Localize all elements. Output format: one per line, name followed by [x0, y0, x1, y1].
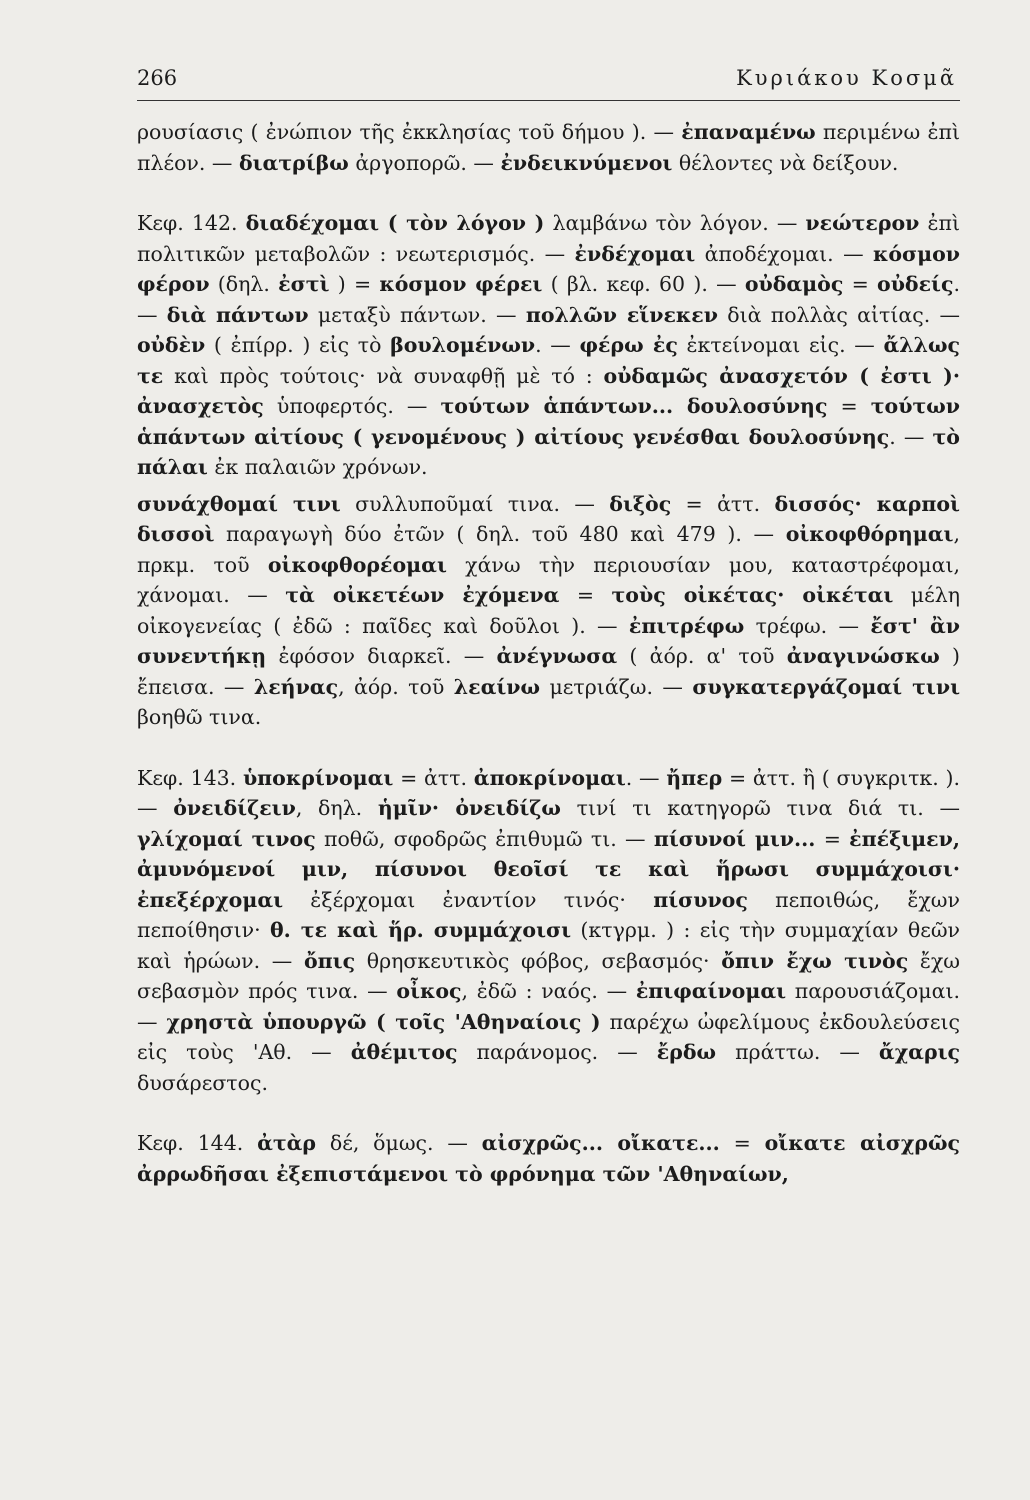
page-header: [137, 66, 957, 98]
headword: τούτων ἁπάντων αἰτίους ( γενομένους ) αἰτίους γενέσθαι δουλοσύνης: [137, 394, 960, 449]
gloss-text: πράττω. —: [716, 1040, 879, 1064]
gloss-text: καὶ πρὸς τούτοις· νὰ συναφθῇ μὲ τό :: [163, 363, 604, 388]
headword: ἐπέξιμεν, ἀμυνόμενοί μιν, πίσυνοι θεοῖσί τε καὶ ἥρωσι συμμάχοισι· ἐπεξέρχομαι: [137, 826, 960, 912]
headword: ἤπερ: [666, 765, 723, 790]
paragraph-chapter-143: [137, 763, 960, 1099]
gloss-text: δέ, ὅμως. —: [316, 1131, 482, 1155]
gloss-text: , πρκμ. τοῦ: [137, 522, 960, 577]
headword: ἐπιφαίνομαι: [635, 979, 787, 1003]
headword: ἀτὰρ: [257, 1131, 317, 1155]
headword: ἐνδέχομαι: [574, 241, 696, 266]
headword: πίσυνος: [653, 887, 748, 912]
headword: ὄπιν ἔχω τινὸς: [721, 948, 909, 973]
gloss-text: ( βλ. κεφ. 60 ). —: [542, 272, 745, 296]
paragraph-chapter-142: [137, 208, 960, 483]
headword: χρηστὰ ὑπουργῶ ( τοῖς 'Αθηναίοις ): [166, 1009, 601, 1034]
gloss-text: ἐκτείνομαι εἰς. —: [677, 333, 884, 357]
headword: τὰ οἰκετέων ἐχόμενα: [285, 583, 560, 607]
headword: ἀνέγνωσα: [496, 644, 618, 668]
headword: λεαίνω: [453, 674, 541, 699]
page-number: 266: [137, 66, 178, 90]
gloss-text: διὰ πολλὰς αἰτίας. —: [717, 302, 960, 327]
headword: τοὺς οἰκέτας· οἰκέται: [611, 583, 894, 607]
headword: αἰσχρῶς... οἴκατε...: [481, 1131, 720, 1155]
headword: θ. τε καὶ ἥρ. συμμάχοισι: [269, 918, 572, 942]
gloss-text: βοηθῶ τινα.: [137, 705, 262, 729]
headword: ἐπαναμένω: [681, 120, 816, 144]
headword: πίσυνοί μιν...: [653, 826, 816, 851]
gloss-text: συλλυποῦμαί τινα. —: [340, 491, 610, 516]
gloss-text: = ἀττ. ἢ ( συγκριτκ. ). —: [137, 765, 960, 820]
gloss-text: ἐξέρχομαι ἐναντίον τινός·: [283, 887, 654, 912]
headword: ἀποκρίνομαι: [473, 765, 626, 790]
headword: ἔρδω: [656, 1040, 717, 1064]
running-title: Κυριάκου Κοσμᾶ: [736, 66, 957, 90]
gloss-text: λαμβάνω τὸν λόγον. —: [544, 211, 806, 235]
gloss-text: =: [559, 583, 612, 607]
gloss-text: Κεφ. 142.: [137, 211, 246, 235]
headword: βουλομένων: [390, 333, 536, 357]
headword: ἔστ' ἂν συνεντήκῃ: [137, 613, 960, 668]
gloss-text: =: [827, 394, 871, 418]
gloss-text: , ἀόρ. τοῦ: [338, 674, 454, 699]
headword: οὐδὲν: [137, 333, 206, 357]
headword: φέρω ἐς: [579, 333, 678, 357]
headword: νεώτερον: [805, 211, 920, 235]
headword: κόσμον φέρει: [379, 272, 543, 296]
gloss-text: ἐπὶ πολιτικῶν μεταβολῶν : νεωτερισμός. —: [137, 211, 961, 266]
gloss-text: ὑποφερτός. —: [263, 394, 441, 418]
gloss-text: =: [815, 826, 850, 851]
gloss-text: ἀργοπορῶ. —: [348, 150, 501, 175]
headword: πολλῶν εἵνεκεν: [525, 302, 718, 327]
headword: οἰκοφθόρημαι: [785, 522, 954, 546]
gloss-text: ποθῶ, σφοδρῶς ἐπιθυμῶ τι. —: [315, 826, 654, 851]
headword: δισσός· καρποὶ δισσοὶ: [137, 491, 960, 546]
headword: συγκατεργάζομαί τινι: [692, 674, 960, 699]
gloss-text: μετριάζω. —: [540, 674, 693, 699]
gloss-text: παράνομος. —: [457, 1040, 657, 1064]
headword: ἐστὶ: [278, 272, 330, 296]
gloss-text: ρουσίασις ( ἐνώπιον τῆς ἐκκλησίας τοῦ δήμου ). —: [137, 120, 682, 144]
commentary-body: [137, 117, 960, 1189]
headword: ἀθέμιτος: [350, 1040, 458, 1064]
gloss-text: . —: [889, 424, 933, 449]
gloss-text: παρουσιάζομαι. —: [137, 979, 960, 1034]
gloss-text: . —: [625, 765, 667, 790]
header-rule: [137, 100, 960, 101]
gloss-text: θέλοντες νὰ δείξουν.: [672, 150, 899, 175]
headword: οἰκοφθορέομαι: [267, 552, 447, 577]
headword: ἀναγινώσκω: [786, 644, 940, 668]
gloss-text: = ἀττ.: [671, 491, 775, 516]
headword: διαδέχομαι ( τὸν λόγον ): [245, 211, 545, 235]
headword: τούτων ἁπάντων... δουλοσύνης: [440, 394, 828, 418]
gloss-text: ) ἔπεισα. —: [137, 644, 960, 699]
gloss-text: τινί τι κατηγορῶ τινα διά τι. —: [560, 796, 960, 820]
headword: διὰ πάντων: [166, 302, 309, 327]
gloss-text: = ἀττ.: [393, 765, 474, 790]
headword: ἐπιτρέφω: [628, 613, 745, 638]
gloss-text: παρέχω ὠφελίμους ἐκδουλεύσεις εἰς τοὺς 'Αθ. —: [137, 1009, 960, 1064]
gloss-text: =: [843, 272, 878, 296]
paragraph-continuation: [137, 117, 960, 178]
gloss-text: Κεφ. 143.: [137, 765, 243, 790]
headword: διξὸς: [609, 491, 672, 516]
gloss-text: ἀποδέχομαι. —: [695, 241, 873, 266]
gloss-text: θρησκευτικὸς φόβος, σεβασμός·: [355, 948, 722, 973]
headword: ἄλλως τε: [137, 333, 960, 388]
gloss-text: μέλη οἰκογενείας ( ἐδῶ : παῖδες καὶ δοῦλοι ). —: [137, 583, 961, 638]
gloss-text: περιμένω ἐπὶ πλέον. —: [137, 120, 960, 175]
gloss-text: (κτγρμ. ) : εἰς τὴν συμμαχίαν θεῶν καὶ ἡρώων. —: [137, 918, 960, 973]
gloss-text: ἐφόσον διαρκεῖ. —: [266, 644, 497, 668]
headword: κόσμον φέρον: [137, 241, 961, 296]
gloss-text: . —: [535, 333, 580, 357]
gloss-text: ἔχω σεβασμὸν πρός τινα. —: [137, 948, 961, 1003]
headword: διατρίβω: [238, 150, 349, 175]
headword: συνάχθομαί τινι: [137, 491, 341, 516]
gloss-text: ) =: [329, 272, 380, 296]
gloss-text: παραγωγὴ δύο ἐτῶν ( δηλ. τοῦ 480 καὶ 479 ). —: [214, 522, 786, 546]
gloss-text: πεποιθώς, ἔχων πεποίθησιν·: [137, 887, 960, 942]
gloss-text: τρέφω. —: [744, 613, 871, 638]
headword: ὄπις: [303, 948, 356, 973]
headword: ὑποκρίνομαι: [242, 765, 394, 790]
headword: ἐνδεικνύμενοι: [500, 150, 673, 175]
headword: οὐδαμῶς ἀνασχετόν ( ἐστι )· ἀνασχετὸς: [137, 363, 960, 418]
headword: λεήνας: [253, 674, 339, 699]
gloss-text: (δηλ.: [209, 272, 279, 296]
gloss-text: Κεφ. 144.: [137, 1131, 258, 1155]
headword: οὐδαμὸς: [744, 272, 844, 296]
headword: οἶκος: [396, 979, 462, 1003]
gloss-text: . —: [137, 272, 960, 327]
paragraph-chapter-142-cont: [137, 489, 960, 733]
headword: οὐδείς: [877, 272, 954, 296]
headword: τὸ πάλαι: [137, 424, 960, 479]
headword: ὀνειδίζειν: [173, 796, 296, 820]
paragraph-chapter-144: [137, 1128, 960, 1189]
gloss-text: ( ἀόρ. α' τοῦ: [617, 644, 787, 668]
gloss-text: δυσάρεστος.: [137, 1070, 268, 1095]
headword: ἡμῖν· ὀνειδίζω: [377, 796, 561, 820]
gloss-text: ἐκ παλαιῶν χρόνων.: [207, 455, 428, 479]
gloss-text: =: [719, 1131, 765, 1155]
gloss-text: μεταξὺ πάντων. —: [308, 302, 526, 327]
gloss-text: , ἐδῶ : ναός. —: [461, 979, 636, 1003]
gloss-text: , δηλ.: [295, 796, 378, 820]
headword: γλίχομαί τινος: [137, 826, 316, 851]
gloss-text: χάνω τὴν περιουσίαν μου, καταστρέφομαι, χάνομαι. —: [137, 552, 961, 607]
headword: ἄχαρις: [878, 1040, 960, 1064]
gloss-text: ( ἐπίρρ. ) εἰς τὸ: [205, 333, 391, 357]
headword: οἴκατε αἰσχρῶς ἀρρωδῆσαι ἐξεπιστάμενοι τὸ φρόνημα τῶν 'Αθηναίων,: [137, 1131, 960, 1186]
